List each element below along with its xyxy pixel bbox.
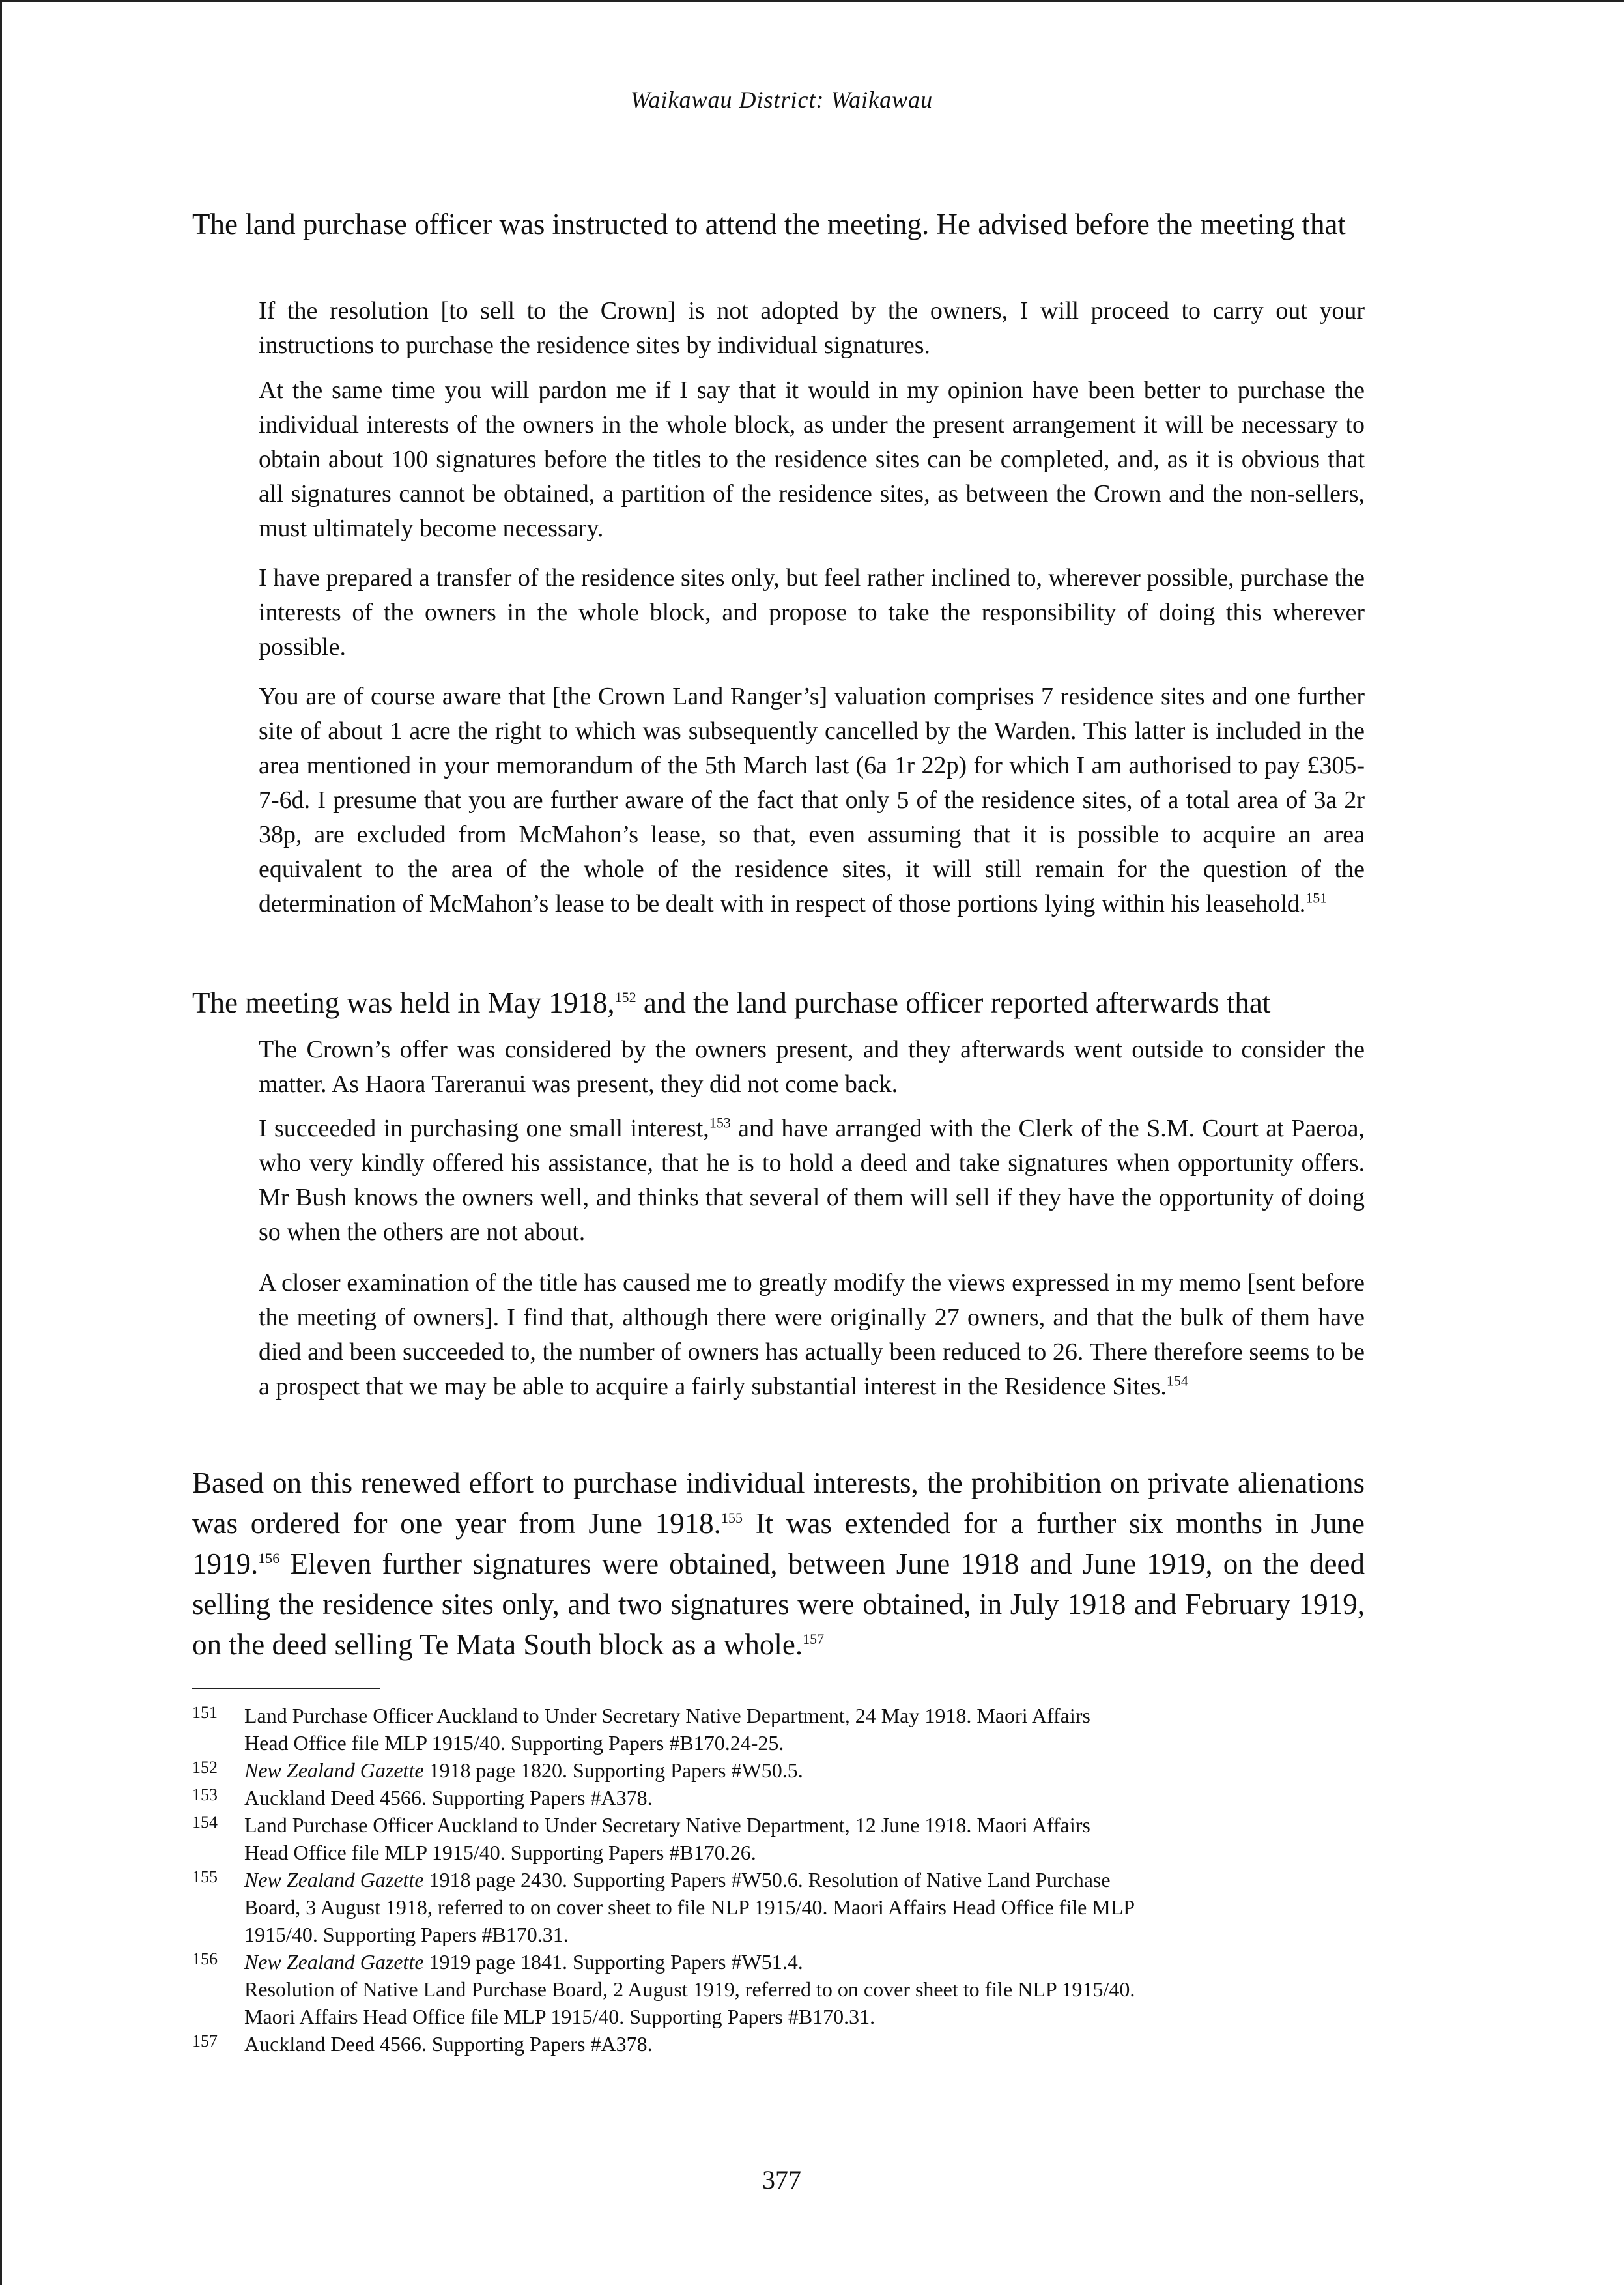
footnote-number: 154 bbox=[192, 1813, 218, 1832]
footnotes bbox=[192, 1702, 1365, 2058]
footnote-155 bbox=[192, 1866, 1365, 1948]
gazette-title: New Zealand Gazette bbox=[244, 1950, 424, 1974]
footnote-line: Resolution of Native Land Purchase Board, 2 August 1919, referred to on cover sheet to file NLP 1915/40. bbox=[244, 1977, 1135, 2001]
footnote-line bbox=[244, 1757, 1365, 1784]
footnote-line: Auckland Deed 4566. Supporting Papers #A378. bbox=[244, 1786, 653, 1809]
footnote-line: Head Office file MLP 1915/40. Supporting Papers #B170.24-25. bbox=[244, 1731, 784, 1755]
footnote-152 bbox=[192, 1757, 1365, 1784]
footnote-line-rest: 1918 page 1820. Supporting Papers #W50.5. bbox=[423, 1759, 803, 1782]
footnote-number: 157 bbox=[192, 2032, 218, 2050]
page-number: 377 bbox=[762, 2165, 801, 2194]
body-paragraph-3-text-a: Based on this renewed effort to purchase individual interests, the prohibition on private alienations was ordered for one year from June 1918. bbox=[192, 1467, 1365, 1540]
block-quote-4-text: You are of course aware that [the Crown Land Ranger’s] valuation comprises 7 residence sites and one further site of about 1 acre the right to which was subsequently cancelled by the Warden. This latter is included in the area mentioned in your memorandum of the 5th March last (6a 1r 22p) for which I am authorised to pay £305-7-6d. I presume that you are further aware of the fact that only 5 of the residence sites, of a total area of 3a 2r 38p, are excluded from McMahon’s lease, so that, even assuming that it is possible to acquire an area equivalent to the area of the whole of the residence sites, it will still remain for the question of the determination of McMahon’s lease to be dealt with in respect of those portions lying within his leasehold. bbox=[259, 683, 1365, 917]
footnote-157 bbox=[192, 2030, 1365, 2058]
block-quote-6-text-b: and have arranged with the Clerk of the S.M. Court at Paeroa, who very kindly offered his assistance, that he is to hold a deed and take signatures when opportunity offers. Mr Bush knows the owners well, and thinks that several of them will sell if they have the opportunity of doing so when the others are not about. bbox=[259, 1115, 1365, 1246]
footnote-line: Land Purchase Officer Auckland to Under Secretary Native Department, 24 May 1918. Maori Affairs bbox=[244, 1704, 1090, 1727]
footnote-line: Board, 3 August 1918, referred to on cover sheet to file NLP 1915/40. Maori Affairs Head Office file MLP bbox=[244, 1895, 1135, 1919]
footnote-ref-155: 155 bbox=[720, 1510, 743, 1526]
block-quote-6 bbox=[259, 1112, 1365, 1250]
footnote-line bbox=[244, 1948, 1365, 1976]
footnote-line: 1915/40. Supporting Papers #B170.31. bbox=[244, 1923, 569, 1946]
footnote-number: 153 bbox=[192, 1785, 218, 1804]
body-paragraph-2-text-a: The meeting was held in May 1918, bbox=[192, 986, 615, 1019]
footnote-number: 151 bbox=[192, 1703, 218, 1722]
gazette-title: New Zealand Gazette bbox=[244, 1759, 424, 1782]
block-quote-4 bbox=[259, 680, 1365, 921]
body-paragraph-3-text-c: Eleven further signatures were obtained, between June 1918 and June 1919, on the deed selling the residence sites only, and two signatures were obtained, in July 1918 and February 1919, on the deed selling Te Mata South block as a whole. bbox=[192, 1547, 1365, 1661]
block-quote-1: If the resolution [to sell to the Crown] is not adopted by the owners, I will proceed to carry out your instructions to purchase the residence sites by individual signatures. bbox=[259, 297, 1365, 359]
footnote-154 bbox=[192, 1811, 1365, 1866]
footnote-153 bbox=[192, 1784, 1365, 1811]
footnote-rule bbox=[192, 1688, 380, 1689]
footnote-ref-153: 153 bbox=[709, 1114, 731, 1131]
footnote-number: 155 bbox=[192, 1867, 218, 1886]
footnote-line bbox=[244, 1866, 1365, 1893]
footnote-line-rest: 1918 page 2430. Supporting Papers #W50.6. Resolution of Native Land Purchase bbox=[423, 1868, 1111, 1891]
block-quote-3: I have prepared a transfer of the residence sites only, but feel rather inclined to, wherever possible, purchase the interests of the owners in the whole block, and propose to take the responsibility of doing this wherever possible. bbox=[259, 564, 1365, 661]
footnote-ref-157: 157 bbox=[803, 1631, 825, 1647]
footnote-ref-154: 154 bbox=[1166, 1372, 1188, 1389]
footnote-line-rest: 1919 page 1841. Supporting Papers #W51.4. bbox=[423, 1950, 803, 1974]
block-quote-2: At the same time you will pardon me if I say that it would in my opinion have been better to purchase the individual interests of the owners in the whole block, as under the present arrangement it will be necessary to obtain about 100 signatures before the titles to the residence sites can be completed, and, as it is obvious that all signatures cannot be obtained, a partition of the residence sites, as between the Crown and the non-sellers, must ultimately become necessary. bbox=[259, 377, 1365, 542]
body-paragraph-2-text-b: and the land purchase officer reported afterwards that bbox=[636, 986, 1271, 1019]
block-quote-6-text-a: I succeeded in purchasing one small interest, bbox=[259, 1115, 709, 1142]
footnote-156 bbox=[192, 1948, 1365, 2030]
footnote-line: Auckland Deed 4566. Supporting Papers #A378. bbox=[244, 2032, 653, 2056]
footnote-line: Maori Affairs Head Office file MLP 1915/40. Supporting Papers #B170.31. bbox=[244, 2005, 876, 2028]
body-paragraph-2 bbox=[192, 983, 1365, 1023]
footnote-151 bbox=[192, 1702, 1365, 1757]
body-paragraph-3-text-b: It was extended for a further six months in June 1919. bbox=[192, 1507, 1365, 1580]
footnote-ref-156: 156 bbox=[258, 1550, 280, 1566]
footnote-number: 152 bbox=[192, 1758, 218, 1777]
body-paragraph-1: The land purchase officer was instructed to attend the meeting. He advised before the meeting that bbox=[192, 208, 1346, 240]
footnote-ref-152: 152 bbox=[614, 989, 636, 1005]
running-header: Waikawau District: Waikawau bbox=[630, 87, 933, 113]
block-quote-7-text: A closer examination of the title has caused me to greatly modify the views expressed in my memo [sent before the meeting of owners]. I find that, although there were originally 27 owners, and that the bulk of them have died and been succeeded to, the number of owners has actually been reduced to 26. There therefore seems to be a prospect that we may be able to acquire a fairly substantial interest in the Residence Sites. bbox=[259, 1269, 1365, 1400]
footnote-line: Land Purchase Officer Auckland to Under Secretary Native Department, 12 June 1918. Maori Affairs bbox=[244, 1813, 1090, 1837]
block-quote-7 bbox=[259, 1266, 1365, 1404]
gazette-title: New Zealand Gazette bbox=[244, 1868, 424, 1891]
body-paragraph-3 bbox=[192, 1463, 1365, 1665]
footnote-number: 156 bbox=[192, 1949, 218, 1968]
footnote-line: Head Office file MLP 1915/40. Supporting Papers #B170.26. bbox=[244, 1841, 756, 1864]
footnote-ref-151: 151 bbox=[1305, 889, 1328, 906]
block-quote-5: The Crown’s offer was considered by the owners present, and they afterwards went outside to consider the matter. As Haora Tareranui was present, they did not come back. bbox=[259, 1036, 1365, 1098]
